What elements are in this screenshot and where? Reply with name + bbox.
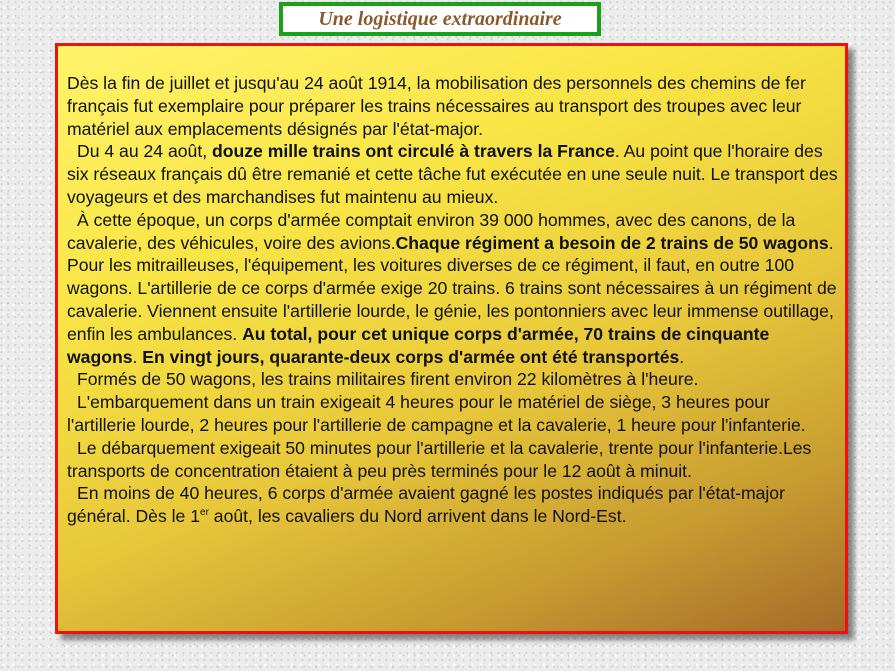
ordinal-superscript: er xyxy=(200,507,209,519)
paragraph-3-bold-a: Chaque régiment a besoin de 2 trains de 50 wagons xyxy=(395,232,829,253)
paragraph-1-text: Dès la fin de juillet et jusqu'au 24 août 1914, la mobilisation des personnels des chemins de fer français fut exemplaire pour préparer les trains nécessaires au transport des troupes avec leur matériel aux emplacements désignés par l'état-major. xyxy=(67,73,806,139)
paragraph-4 xyxy=(67,368,842,391)
paragraph-4-text: Formés de 50 wagons, les trains militaires firent environ 22 kilomètres à l'heure. xyxy=(77,369,699,390)
text-panel xyxy=(55,43,848,634)
paragraph-2 xyxy=(67,140,842,208)
paragraph-5-text: L'embarquement dans un train exigeait 4 heures pour le matériel de siège, 3 heures pour l'artillerie lourde, 2 heures pour l'artillerie de campagne et la cavalerie, 1 heure pour l'infanterie. xyxy=(67,392,806,435)
paragraph-2-bold: douze mille trains ont circulé à travers la France xyxy=(212,141,615,162)
paragraph-7-text-b: août, les cavaliers du Nord arrivent dans le Nord-Est. xyxy=(208,506,627,527)
paragraph-5 xyxy=(67,391,842,437)
paragraph-2-text-a: Du 4 au 24 août, xyxy=(77,141,212,162)
paragraph-3-text-c: . xyxy=(132,346,143,367)
paragraph-2-text-b: . Au point que l'horaire des six réseaux français dû être remanié et cette tâche fut exécutée en une seule nuit. Le transport des voyageurs et des marchandises fut maintenu au mieux. xyxy=(67,141,838,207)
paragraph-3-text-b: . Pour les mitrailleuses, l'équipement, les voitures diverses de ce régiment, il faut, en outre 100 wagons. L'artillerie de ce corps d'armée exige 20 trains. 6 trains sont nécessaires à un régiment de cavalerie. Viennent ensuite l'artillerie lourde, le génie, les pontonniers avec leur immense outillage, enfin les ambulances. xyxy=(67,232,837,344)
paragraph-1 xyxy=(67,72,842,140)
paragraph-7 xyxy=(67,482,842,528)
paragraph-3-text-d: . xyxy=(679,346,685,367)
paragraph-3-text-a: À cette époque, un corps d'armée comptait environ 39 000 hommes, avec des canons, de la cavalerie, des véhicules, voire des avions. xyxy=(67,209,796,253)
paragraph-6-text: Le débarquement exigeait 50 minutes pour l'artillerie et la cavalerie, trente pour l'infanterie.Les transports de concentration étaient à peu près terminés pour le 12 août à minuit. xyxy=(67,437,812,481)
page-title: Une logistique extraordinaire xyxy=(318,7,562,30)
paragraph-6 xyxy=(67,437,842,483)
article-body xyxy=(67,72,842,528)
paragraph-3-bold-b: Au total, pour cet unique corps d'armée, 70 trains de cinquante wagons xyxy=(67,323,770,367)
title-banner xyxy=(279,2,601,36)
paragraph-3 xyxy=(67,209,842,369)
paragraph-3-bold-c: En vingt jours, quarante-deux corps d'armée ont été transportés xyxy=(142,346,680,367)
paragraph-7-text-a: En moins de 40 heures, 6 corps d'armée avaient gagné les postes indiqués par l'état-major général. Dès le 1 xyxy=(67,483,785,527)
